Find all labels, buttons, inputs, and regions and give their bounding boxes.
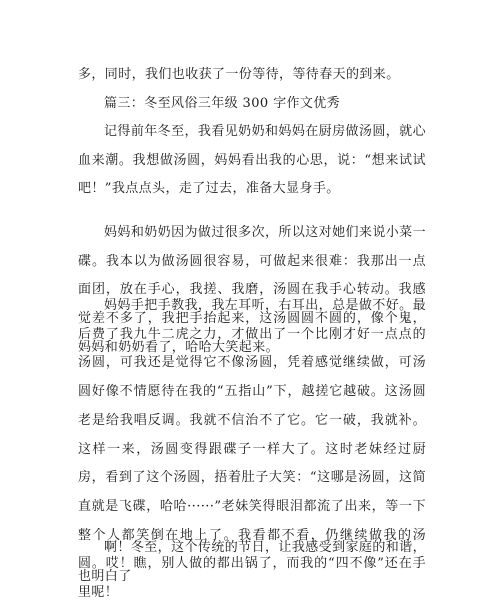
paragraph: 妈妈手把手教我，我左耳听，右耳出，总是做不好。最后费了我九牛二虎之力，才做出了一个比刚才好一点点的汤圆，可我还是觉得它不像汤圆，凭着感觉继续做，可汤圆好像不情愿待在我的“五指山”下，越搓它越破。这汤圆老是给我唱反调。我就不信治不了它。它一破，我就补。这样一来，汤圆变得跟碟子一样大了。这时老妹经过厨房，看到了这个汤圆，捂着肚子大笑：“这哪是汤圆，这简直就是飞碟，哈哈······”老妹笑得眼泪都流了出来，等一下整个人都笑倒在地上了。我看都不看，仍继续做我的汤圆。哎！瞧，别人做的都出锅了，而我的“四不像”还在手里呢！ bbox=[78, 298, 426, 601]
paragraph-continuation: 多，同时，我们也收获了一份等待，等待春天的到来。 bbox=[78, 67, 400, 82]
essay-heading: 篇三：冬至风俗三年级 300 字作文优秀 bbox=[104, 96, 341, 111]
paragraph: 啊！冬至，这个传统的节日，让我感受到家庭的和谐，也明白了 bbox=[78, 540, 426, 584]
paragraph: 记得前年冬至，我看见奶奶和妈妈在厨房做汤圆，就心血来潮。我想做汤圆，妈妈看出我的心思，说：“想来试试吧！”我点点头，走了过去，准备大显身手。 bbox=[78, 124, 426, 197]
paragraph: 妈妈和奶奶因为做过很多次，所以这对她们来说小菜一碟。我本以为做汤圆很容易，可做起来很难：我那出一点面团，放在手心，我搓、我磨，汤圆在我手心转动。我感觉差不多了，我把手抬起来，这汤圆圆不圆的，像个鬼，妈妈和奶奶看了，哈哈大笑起来。 bbox=[78, 225, 426, 355]
